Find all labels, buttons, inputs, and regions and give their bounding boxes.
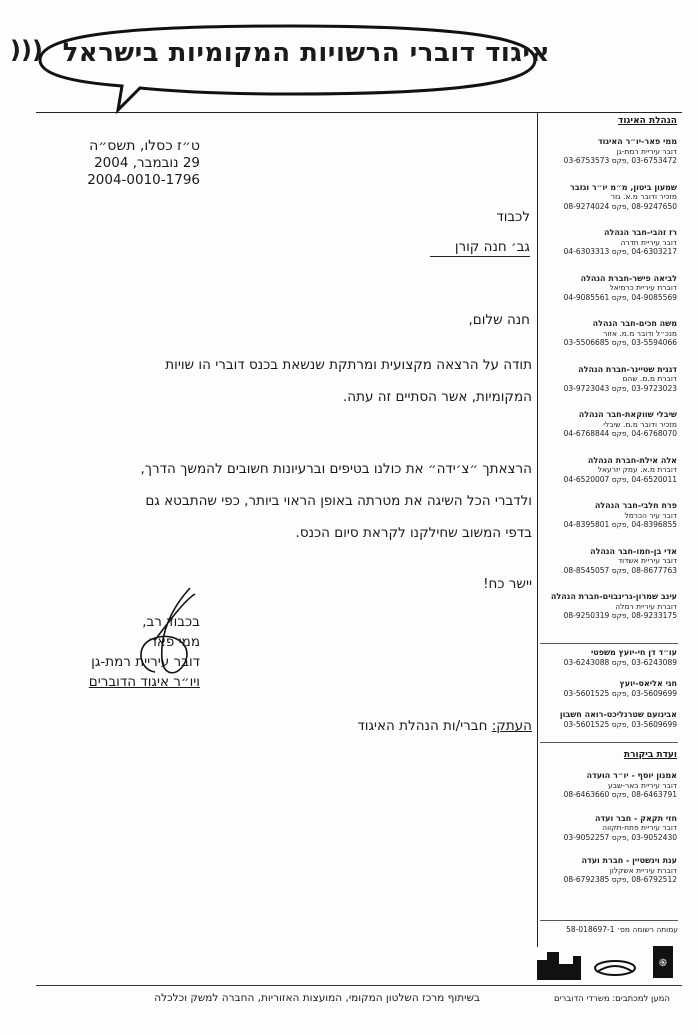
speech-bubble-logo — [30, 22, 540, 117]
member-phones: 04-9085569 ,פקס 04-9085561 — [563, 292, 677, 302]
member-phones: 03-5609699 ,פקס 03-5601525 — [563, 688, 677, 698]
member-role: דוברת מ.מ. שהם — [622, 374, 677, 383]
member-role: דובר עיריית רמת-גן — [616, 146, 677, 156]
member-phones: 03-9723023 ,פקס 03-9723043 — [563, 383, 677, 393]
recipient-name: גב׳ חנה קורן — [454, 239, 530, 255]
paragraph-1-line-1: תודה על הרצאה מקצועית ומרתקת שנשאת בכנס דוברי הו שויות — [165, 357, 532, 373]
member-phones: 03-9052430 ,פקס 03-9052257 — [563, 832, 677, 842]
member-role: דובר עיריית פתח-תקווה — [602, 823, 677, 832]
member-role: דובר עיר הכרמל — [624, 510, 677, 520]
member-phones: 03-6243089 ,פקס 03-6243088 — [563, 657, 677, 667]
member-role: מנכ״ל ודובר מ.מ. אזור — [603, 328, 677, 338]
member-phones: 08-9233175 ,פקס 08-9250319 — [563, 611, 677, 620]
sidebar-member — [545, 456, 677, 485]
sign-name: ממי פאר — [149, 634, 200, 650]
greeting: חנה שלום, — [468, 312, 530, 328]
sidebar-member — [545, 501, 677, 530]
footer-divider — [36, 985, 682, 986]
association-number: עמותה רשומה מס׳ 58-018697-1 — [566, 925, 678, 934]
footer-mail-address: המען למכתבים: משרדי הדוברים — [554, 994, 670, 1004]
cc-text: חברי/ות הנהלת האיגוד — [357, 718, 488, 734]
sidebar-member — [545, 771, 677, 800]
sidebar-rule — [540, 920, 678, 921]
date-block — [70, 138, 200, 189]
handwritten-signature — [100, 580, 210, 690]
member-name: דגנית שטיינר-חברת הנהלה — [578, 364, 677, 374]
member-name: אלה אילת-חברת הנהלה — [587, 455, 677, 465]
sidebar-member — [545, 319, 677, 348]
sidebar-member — [545, 592, 677, 621]
sidebar-member — [545, 183, 677, 212]
member-role: דוברת עיריית כרמיאל — [609, 283, 677, 292]
member-role: דוברת מ.א. עמק יזרעאל — [597, 465, 677, 474]
board-heading: הנהלת האיגוד — [618, 116, 677, 126]
sidebar-member — [545, 365, 677, 394]
date-gregorian: 29 נובמבר, 2004 — [94, 155, 200, 171]
sidebar-member — [545, 228, 677, 257]
member-phones: 03-5594066 ,פקס 03-5506685 — [563, 338, 677, 347]
member-role: דוברת עיריית אשקלון — [609, 865, 677, 875]
advisor-list — [545, 648, 677, 741]
sidebar-member — [545, 547, 677, 576]
audit-committee-list — [545, 771, 677, 899]
member-phones: 03-5609699 ,פקס 03-5601525 — [563, 719, 677, 729]
member-name: ענת וינשטיין - חברת ועדה — [581, 856, 677, 865]
sidebar-member — [545, 648, 677, 667]
member-name: ממי פאר-יו״ר האיגוד — [597, 137, 677, 146]
to-label: לכבוד — [496, 209, 530, 225]
board-member-list — [545, 137, 677, 638]
member-role: דובר עיריית חדרה — [620, 237, 677, 247]
sidebar-member — [545, 856, 677, 885]
sidebar-divider — [537, 112, 538, 947]
member-name: רז זהבי-חבר הנהלה — [604, 228, 677, 237]
recipient-underline — [430, 256, 530, 257]
sidebar-member — [545, 679, 677, 698]
sidebar-member — [545, 410, 677, 439]
date-hebrew: ט״ז כסלו, תשס״ה — [89, 138, 200, 154]
sidebar-rule — [540, 643, 678, 644]
member-name: חזי תקאק - חבר ועדה — [594, 813, 677, 823]
member-name: אמנון יוסף - יו״ר הועדה — [586, 771, 677, 780]
member-role: מזכיר ודובר מ.א. גזר — [610, 192, 677, 201]
member-phones: 04-8396855 ,פקס 04-8395801 — [563, 520, 677, 529]
member-role: מזכיר ודובר מ.מ. שיבלי — [603, 419, 677, 429]
member-phones: 04-6303217 ,פקס 04-6303313 — [563, 247, 677, 256]
member-name: פרח חלבי-חבר הנהלה — [594, 501, 677, 510]
member-phones: 04-6520011 ,פקס 04-6520007 — [563, 474, 677, 484]
svg-text:֍: ֍ — [658, 958, 668, 969]
paragraph-2-line-1: הרצאתך ״צ׳ידה״ את כולנו בטיפים וברעיונות חשובים להמשך הדרך, — [140, 461, 532, 477]
sign-regards: בכבוד רב, — [142, 614, 200, 630]
member-phones: 08-8677763 ,פקס 08-8545057 — [563, 565, 677, 575]
sign-title-2: ויו״ר איגוד הדוברים — [88, 674, 200, 690]
sidebar-rule — [540, 742, 678, 743]
reference-number: 2004-0010-1796 — [87, 172, 200, 188]
sidebar-member — [545, 710, 677, 729]
member-phones: 08-6463791 ,פקס 08-6463660 — [563, 790, 677, 799]
member-name: שיבלי שווקאת-חבר הנהלה — [578, 410, 677, 419]
paragraph-2-line-2: ולדברי הכל השיגה את מטרתה באופן הראוי ביותר, כפי שהתבטא גם — [145, 493, 532, 509]
member-role: דוברת עיריית רמלה — [615, 601, 677, 611]
sound-waves-icon: ))) — [10, 36, 43, 64]
member-name: עו״ד דן חי-יועץ משפטי — [590, 648, 677, 657]
sign-title-1: דובר עיריית רמת-גן — [91, 654, 200, 670]
paragraph-1-line-2: המקומיות, אשר הסתיים זה עתה. — [342, 389, 532, 405]
closing: יישר כח! — [483, 576, 532, 592]
partner-logos — [535, 942, 680, 982]
member-name: אדי בן-חמו-חבר הנהלה — [590, 546, 677, 556]
audit-heading: ועדת ביקורת — [623, 750, 677, 760]
member-name: עינב שמרון-גרינבוים-חברת הנהלה — [550, 592, 677, 601]
sidebar-member — [545, 137, 677, 166]
paragraph-2-line-3: בדפי המשוב שחילקנו לקראת סיום הכנס. — [295, 525, 532, 541]
footer-partnership: בשיתוף מרכז השלטון המקומי, המועצות האזוריות, החברה למשק וכלכלה — [154, 992, 480, 1004]
header-divider — [36, 112, 682, 113]
member-phones: 08-6792512 ,פקס 08-6792385 — [563, 875, 677, 884]
cc-label: העתק: — [491, 718, 532, 734]
member-role: דובר עיריית אשדוד — [618, 556, 677, 565]
member-role: דובר עיריית באר-שבע — [608, 780, 677, 790]
org-name-title: איגוד דוברי הרשויות המקומיות בישראל — [62, 38, 550, 68]
sidebar-member — [545, 814, 677, 843]
member-name: לביאה פישר-חברת הנהלה — [580, 273, 677, 283]
member-phones: 04-6768070 ,פקס 04-6768844 — [563, 429, 677, 438]
member-name: שמעון ביטון, מ״מ יו״ר וגזבר — [569, 182, 677, 192]
cc-line — [300, 715, 532, 737]
member-phones: 03-6753472 ,פקס 03-6753573 — [563, 156, 677, 165]
member-name: משה חכים-חבר הנהלה — [592, 319, 677, 328]
sidebar-member — [545, 274, 677, 303]
member-name: אבינועם שטרנליכט-רואה חשבון — [559, 710, 677, 719]
member-name: חגי אליאס-יועץ — [619, 679, 677, 688]
member-phones: 08-9247650 ,פקס 08-9274024 — [563, 201, 677, 211]
